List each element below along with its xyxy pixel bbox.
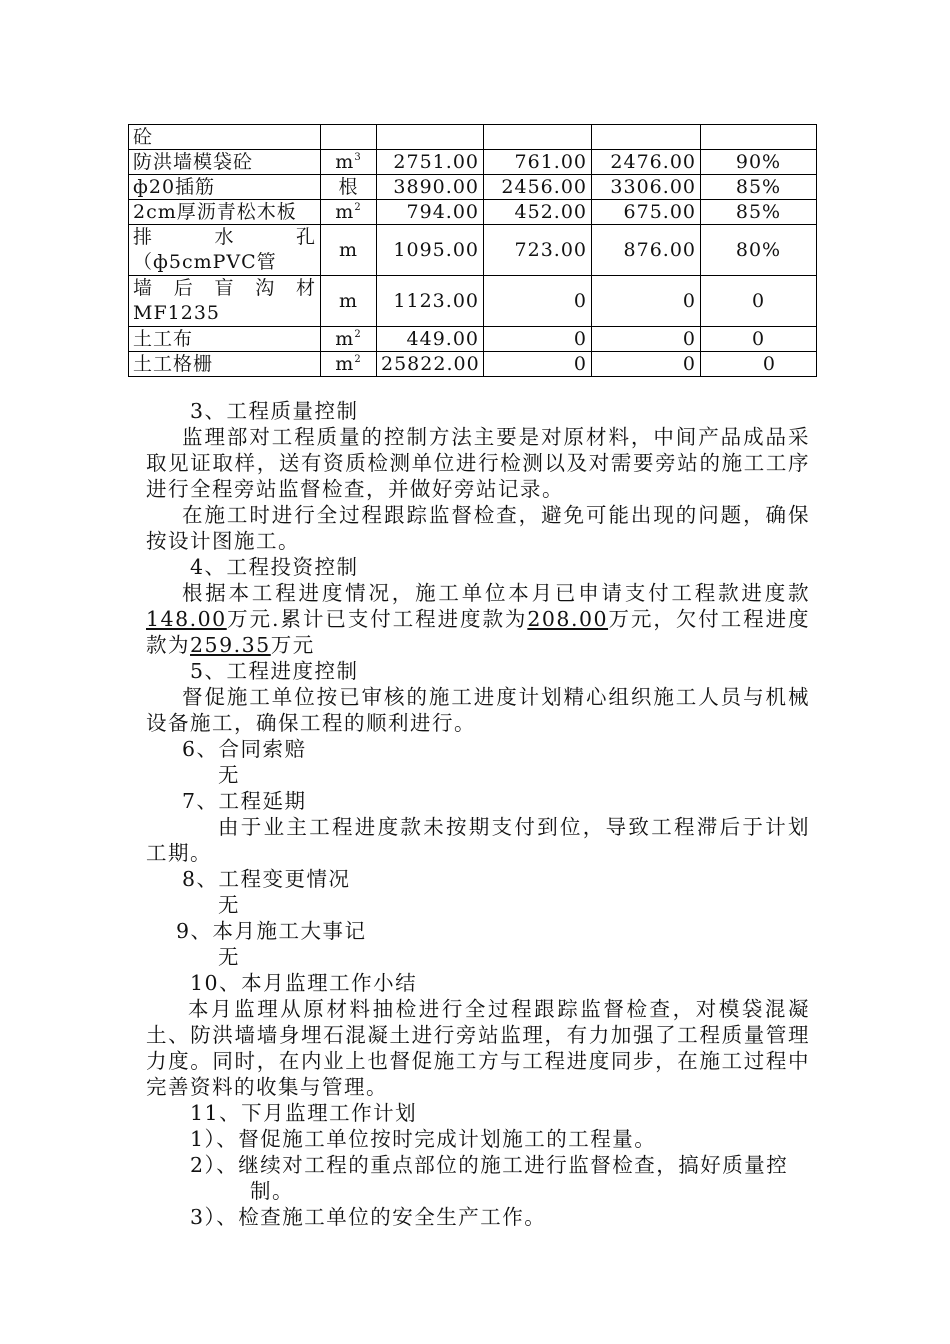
section-heading: 3、工程质量控制 — [190, 399, 359, 423]
item-cum: 2476.00 — [592, 150, 701, 175]
item-unit — [321, 125, 377, 150]
item-cum: 675.00 — [592, 200, 701, 225]
plan-item: 1）、督促施工单位按时完成计划施工的工程量。 — [190, 1127, 657, 1151]
section-heading: 4、工程投资控制 — [190, 555, 359, 579]
item-total: 449.00 — [377, 327, 484, 352]
item-prev: 0 — [484, 276, 592, 327]
section-heading: 6、合同索赔 — [182, 737, 307, 761]
item-prev — [484, 125, 592, 150]
plan-item-cont: 制。 — [250, 1179, 294, 1203]
paragraph: 由于业主工程进度款未按期支付到位，导致工程滞后于计划工期。 — [146, 815, 810, 865]
item-name: 防洪墙模袋砼 — [129, 150, 321, 175]
item-unit: $m^2$ — [321, 352, 377, 377]
item-total: 25822.00 — [377, 352, 484, 377]
item-total — [377, 125, 484, 150]
item-name: 砼 — [129, 125, 321, 150]
item-total: 2751.00 — [377, 150, 484, 175]
item-pct: 85% — [701, 175, 817, 200]
item-unit: $m^3$ — [321, 150, 377, 175]
item-name: 排 水 孔 （ф5cmPVC管 — [129, 225, 321, 276]
item-total: 3890.00 — [377, 175, 484, 200]
section-heading: 11、下月监理工作计划 — [190, 1101, 418, 1125]
item-total: 1095.00 — [377, 225, 484, 276]
item-pct: 0 — [701, 327, 817, 352]
item-prev: 452.00 — [484, 200, 592, 225]
item-prev: 761.00 — [484, 150, 592, 175]
item-name: 土工布 — [129, 327, 321, 352]
table-row — [129, 125, 817, 150]
section-heading: 5、工程进度控制 — [190, 659, 359, 683]
item-cum: 0 — [592, 327, 701, 352]
amount-owed: 259.35 — [190, 633, 271, 657]
plan-item: 2）、继续对工程的重点部位的施工进行监督检查，搞好质量控 — [190, 1153, 789, 1177]
paragraph: 无 — [218, 945, 240, 969]
item-name: 2cm厚沥青松木板 — [129, 200, 321, 225]
section-heading: 7、工程延期 — [182, 789, 307, 813]
paragraph: 督促施工单位按已审核的施工进度计划精心组织施工人员与机械设备施工，确保工程的顺利进行。 — [146, 685, 810, 735]
item-total: 794.00 — [377, 200, 484, 225]
item-pct: 0 — [701, 276, 817, 327]
item-unit: $m^2$ — [321, 327, 377, 352]
table-row — [129, 276, 817, 327]
paragraph: 无 — [218, 763, 240, 787]
item-pct: 0 — [701, 352, 817, 377]
table-row — [129, 200, 817, 225]
item-unit: 根 — [321, 175, 377, 200]
paragraph: 本月监理从原材料抽检进行全过程跟踪监督检查，对模袋混凝土、防洪墙墙身埋石混凝土进行旁站监理，有力加强了工程质量管理力度。同时，在内业上也督促施工方与工程进度同步，在施工过程中完善资料的收集与管理。 — [146, 997, 810, 1099]
item-cum — [592, 125, 701, 150]
item-pct: 80% — [701, 225, 817, 276]
paragraph: 根据本工程进度情况，施工单位本月已申请支付工程款进度款148.00万元.累计已支付工程进度款为208.00万元，欠付工程进度款为259.35万元 — [146, 581, 811, 657]
section-heading: 9、本月施工大事记 — [176, 919, 367, 943]
item-name: 墙 后 盲 沟 材 MF1235 — [129, 276, 321, 327]
paragraph: 在施工时进行全过程跟踪监督检查，避免可能出现的问题，确保按设计图施工。 — [146, 503, 810, 553]
item-name: 土工格栅 — [129, 352, 321, 377]
amount-paid: 208.00 — [527, 607, 609, 631]
item-cum: 3306.00 — [592, 175, 701, 200]
item-cum: 876.00 — [592, 225, 701, 276]
item-unit: m — [321, 276, 377, 327]
item-pct: 90% — [701, 150, 817, 175]
paragraph: 监理部对工程质量的控制方法主要是对原材料，中间产品成品采取见证取样，送有资质检测单位进行检测以及对需要旁站的施工工序进行全程旁站监督检查，并做好旁站记录。 — [146, 425, 810, 501]
section-heading: 8、工程变更情况 — [182, 867, 351, 891]
item-unit: m — [321, 225, 377, 276]
item-prev: 0 — [484, 352, 592, 377]
amount-requested: 148.00 — [146, 607, 227, 631]
table-row — [129, 352, 817, 377]
item-cum: 0 — [592, 276, 701, 327]
table-row — [129, 175, 817, 200]
item-prev: 723.00 — [484, 225, 592, 276]
item-name: ф20插筋 — [129, 175, 321, 200]
section-heading: 10、本月监理工作小结 — [190, 971, 418, 995]
item-unit: $m^2$ — [321, 200, 377, 225]
item-prev: 2456.00 — [484, 175, 592, 200]
item-cum: 0 — [592, 352, 701, 377]
plan-item: 3）、检查施工单位的安全生产工作。 — [190, 1205, 547, 1229]
item-pct — [701, 125, 817, 150]
item-total: 1123.00 — [377, 276, 484, 327]
table-row — [129, 150, 817, 175]
table-row — [129, 327, 817, 352]
report-body — [0, 398, 950, 1230]
item-pct: 85% — [701, 200, 817, 225]
paragraph: 无 — [218, 893, 240, 917]
quantity-table — [128, 124, 817, 377]
item-prev: 0 — [484, 327, 592, 352]
table-row — [129, 225, 817, 276]
